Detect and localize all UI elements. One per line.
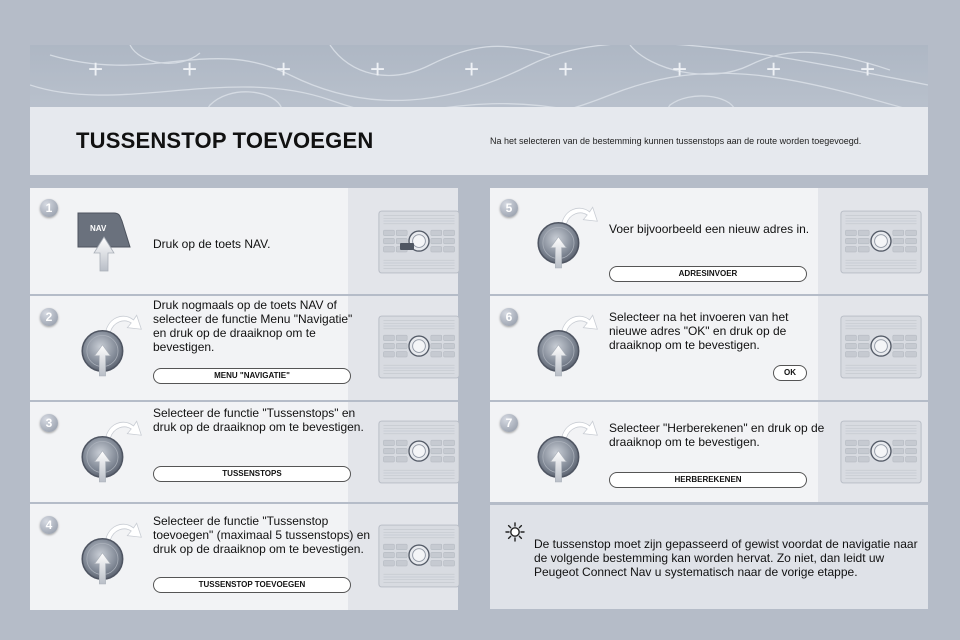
plus-icon: + xyxy=(276,54,292,84)
step-text: Voer bijvoorbeeld een nieuw adres in. xyxy=(609,222,810,236)
radio-unit-icon xyxy=(840,210,922,274)
plus-icon: + xyxy=(370,54,386,84)
rotary-knob-icon xyxy=(532,410,602,490)
step-number: 5 xyxy=(500,199,518,217)
radio-unit-icon xyxy=(378,315,460,379)
plus-icon: + xyxy=(672,54,688,84)
step-text: Druk op de toets NAV. xyxy=(153,237,271,251)
step-text: Selecteer de functie "Tussenstops" en druk op de draaiknop om te bevestigen. xyxy=(153,406,364,434)
plus-icon: + xyxy=(558,54,574,84)
rotary-knob-icon xyxy=(76,304,146,384)
page-title: TUSSENSTOP TOEVOEGEN xyxy=(76,128,374,153)
menu-label-pill: MENU "NAVIGATIE" xyxy=(153,368,351,384)
note-text: De tussenstop moet zijn gepasseerd of gewist voordat de navigatie naar de volgende bestemming kan worden hervat. Zo niet, dan leidt uw Peugeot Connect Nav u systematisch naar de vorige etappe. xyxy=(534,537,918,579)
radio-unit-icon xyxy=(378,420,460,484)
step-number: 3 xyxy=(40,414,58,432)
plus-icon: + xyxy=(88,54,104,84)
menu-label-pill: HERBEREKENEN xyxy=(609,472,807,488)
nav-key-highlight xyxy=(400,243,414,250)
radio-unit-icon xyxy=(378,210,460,274)
step-number: 2 xyxy=(40,308,58,326)
step-number: 6 xyxy=(500,308,518,326)
intro-text: Na het selecteren van de bestemming kunnen tussenstops aan de route worden toegevoegd. xyxy=(490,136,862,146)
step-number: 7 xyxy=(500,414,518,432)
nav-key-icon xyxy=(74,207,142,273)
menu-label-pill: ADRESINVOER xyxy=(609,266,807,282)
plus-icon: + xyxy=(182,54,198,84)
step-text: Selecteer "Herberekenen" en druk op de draaiknop om te bevestigen. xyxy=(609,421,825,449)
rotary-knob-icon xyxy=(76,512,146,592)
step-text: Selecteer na het invoeren van het nieuwe adres "OK" en druk op de draaiknop om te bevestigen. xyxy=(609,310,789,352)
lightbulb-icon xyxy=(505,522,525,542)
rotary-knob-icon xyxy=(532,196,602,276)
plus-icon: + xyxy=(860,54,876,84)
ok-pill: OK xyxy=(773,365,807,381)
plus-icon: + xyxy=(464,54,480,84)
nav-key-label: NAV xyxy=(90,224,107,233)
radio-unit-icon xyxy=(378,524,460,588)
rotary-knob-icon xyxy=(532,304,602,384)
step-number: 4 xyxy=(40,516,58,534)
menu-label-pill: TUSSENSTOP TOEVOEGEN xyxy=(153,577,351,593)
rotary-knob-icon xyxy=(76,410,146,490)
radio-unit-icon xyxy=(840,315,922,379)
menu-label-pill: TUSSENSTOPS xyxy=(153,466,351,482)
plus-icon: + xyxy=(766,54,782,84)
step-number: 1 xyxy=(40,199,58,217)
step-text: Druk nogmaals op de toets NAV of selecteer de functie Menu "Navigatie" en druk op de draaiknop om te bevestigen. xyxy=(153,298,353,354)
radio-unit-icon xyxy=(840,420,922,484)
step-text: Selecteer de functie "Tussenstop toevoegen" (maximaal 5 tussenstops) en druk op de draaiknop om te bevestigen. xyxy=(153,514,371,556)
